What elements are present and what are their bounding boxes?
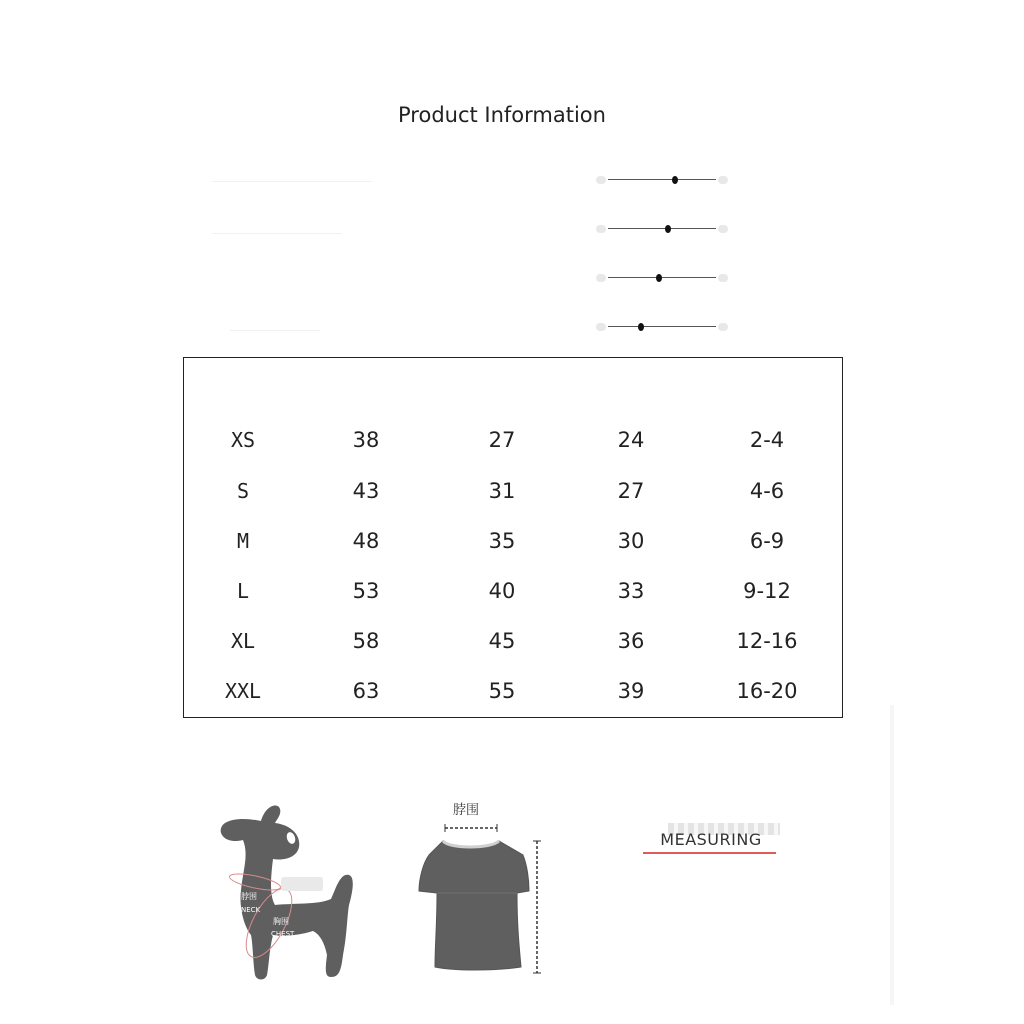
dog-neck-label-cn: 脖围 <box>241 892 257 901</box>
attribute-slider <box>600 272 720 284</box>
slider-fade-left <box>596 225 606 233</box>
slider-fade-left <box>596 274 606 282</box>
table-cell-chest: 31 <box>488 479 516 503</box>
table-cell-length: 30 <box>617 529 645 553</box>
faded-label-line <box>212 233 342 234</box>
dog-measuring-diagram <box>213 795 373 985</box>
page-title: Product Information <box>398 103 606 127</box>
table-cell-weight: 9-12 <box>743 579 791 603</box>
slider-knob <box>638 323 644 331</box>
table-cell-chest: 40 <box>488 579 516 603</box>
table-cell-weight: 4-6 <box>749 479 785 503</box>
table-cell-weight: 12-16 <box>736 629 798 653</box>
faded-label-line <box>212 181 372 182</box>
table-cell-length: 36 <box>617 629 645 653</box>
shirt-neck-label-cn: 脖围 <box>453 803 480 818</box>
slider-fade-left <box>596 176 606 184</box>
table-cell-neck: 63 <box>352 679 380 703</box>
table-cell-chest: 27 <box>488 428 516 452</box>
slider-knob <box>672 176 678 184</box>
table-cell-size: XS <box>230 428 256 452</box>
table-row <box>184 579 842 609</box>
dog-neck-label-en: NECK <box>241 906 261 914</box>
table-cell-length: 24 <box>617 428 645 452</box>
slider-fade-right <box>718 323 728 331</box>
slider-fade-right <box>718 274 728 282</box>
table-row <box>184 629 842 659</box>
table-cell-chest: 35 <box>488 529 516 553</box>
table-row <box>184 679 842 709</box>
table-cell-weight: 2-4 <box>749 428 785 452</box>
table-cell-length: 33 <box>617 579 645 603</box>
dog-chest-label-en: CHEST <box>271 930 295 938</box>
slider-fade-left <box>596 323 606 331</box>
slider-fade-right <box>718 225 728 233</box>
table-cell-length: 27 <box>617 479 645 503</box>
table-cell-size: XL <box>230 629 256 653</box>
table-cell-neck: 43 <box>352 479 380 503</box>
slider-knob <box>665 225 671 233</box>
faded-label-line <box>230 330 320 331</box>
slider-track <box>608 326 716 327</box>
table-cell-size: M <box>236 529 250 553</box>
table-row <box>184 479 842 509</box>
table-cell-size: S <box>236 479 250 503</box>
slider-track <box>608 179 716 180</box>
shirt-shape <box>419 841 529 970</box>
table-cell-weight: 16-20 <box>736 679 798 703</box>
table-row <box>184 529 842 559</box>
attribute-slider <box>600 321 720 333</box>
slider-track <box>608 277 716 278</box>
slider-fade-right <box>718 176 728 184</box>
slider-knob <box>656 274 662 282</box>
measuring-label: MEASURING <box>660 830 762 849</box>
table-cell-chest: 55 <box>488 679 516 703</box>
slider-track <box>608 228 716 229</box>
table-cell-length: 39 <box>617 679 645 703</box>
table-row <box>184 428 842 458</box>
table-cell-neck: 38 <box>352 428 380 452</box>
table-cell-size: L <box>236 579 250 603</box>
table-cell-neck: 58 <box>352 629 380 653</box>
attribute-slider <box>600 174 720 186</box>
measuring-underline <box>643 852 776 854</box>
table-cell-size: XXL <box>224 679 262 703</box>
table-cell-neck: 48 <box>352 529 380 553</box>
size-table <box>183 357 843 718</box>
attribute-slider <box>600 223 720 235</box>
shirt-measuring-diagram <box>405 795 565 985</box>
edge-divider <box>890 705 894 1005</box>
dog-chest-label-cn: 胸围 <box>273 917 289 926</box>
table-cell-chest: 45 <box>488 629 516 653</box>
table-cell-neck: 53 <box>352 579 380 603</box>
table-cell-weight: 6-9 <box>749 529 785 553</box>
